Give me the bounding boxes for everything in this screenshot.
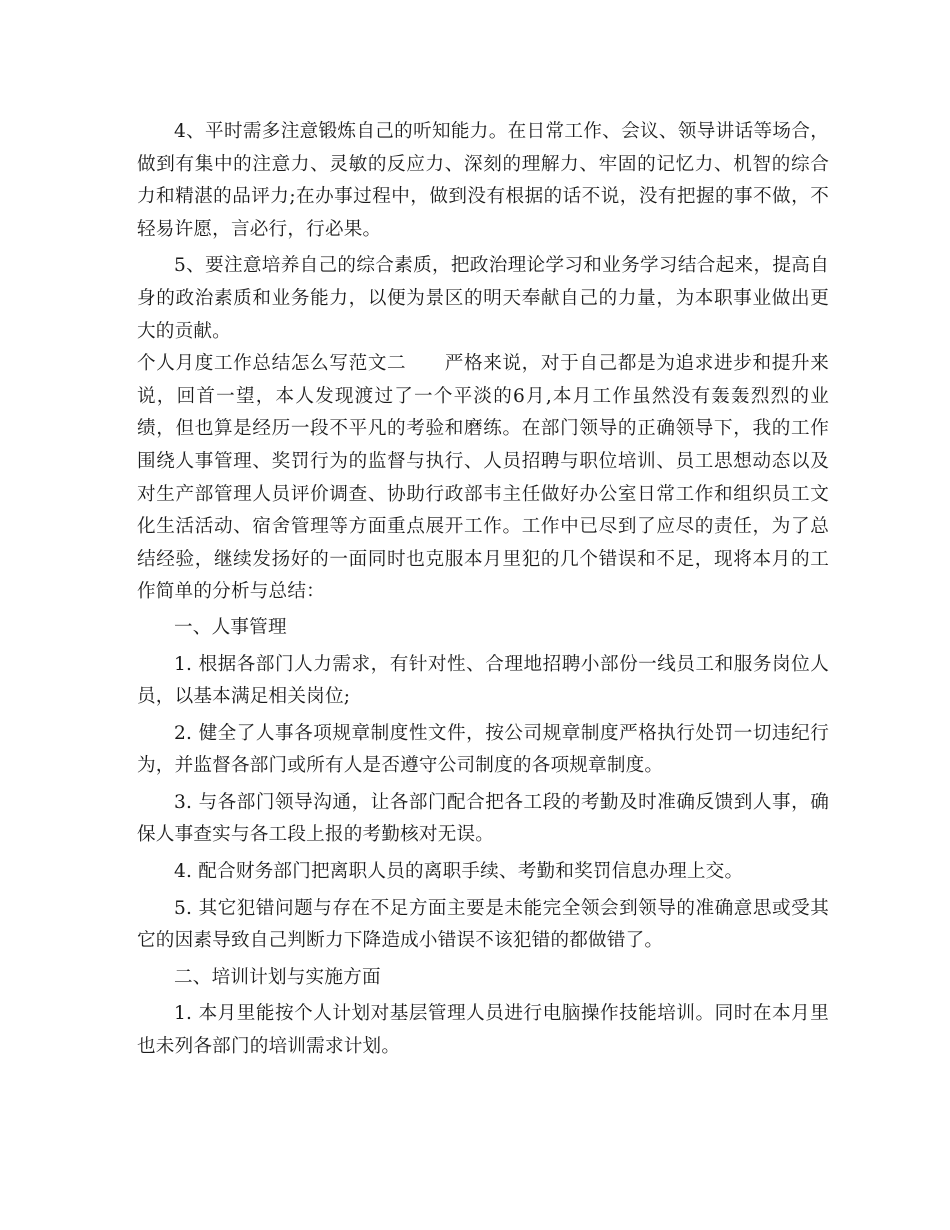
paragraph-personnel-2: 2. 健全了人事各项规章制度性文件，按公司规章制度严格执行处罚一切违纪行为，并监督各部门或所有人是否遵守公司制度的各项规章制度。	[137, 722, 829, 777]
document-body	[137, 116, 829, 1064]
subheading-personnel: 一、人事管理	[174, 616, 287, 638]
paragraph-item-4: 4、平时需多注意锻炼自己的听知能力。在日常工作、会议、领导讲话等场合，做到有集中的注意力、灵敏的反应力、深刻的理解力、牢固的记忆力、机智的综合力和精湛的品评力;在办事过程中，做到没有根据的话不说，没有把握的事不做，不轻易许愿，言必行，行必果。	[137, 121, 829, 240]
paragraph-personnel-5: 5. 其它犯错问题与存在不足方面主要是未能完全领会到领导的准确意思或受其它的因素导致自己判断力下降造成小错误不该犯错的都做错了。	[137, 897, 829, 952]
section-title: 个人月度工作总结怎么写范文二	[137, 353, 407, 375]
paragraph-training-1: 1. 本月里能按个人计划对基层管理人员进行电脑操作技能培训。同时在本月里也未列各部门的培训需求计划。	[137, 1003, 829, 1058]
subheading-training: 二、培训计划与实施方面	[174, 966, 381, 988]
paragraph-personnel-4: 4. 配合财务部门把离职人员的离职手续、考勤和奖罚信息办理上交。	[174, 861, 744, 883]
section-intro-text: 严格来说，对于自己都是为追求进步和提升来说，回首一望，本人发现渡过了一个平淡的6月,本月工作虽然没有轰轰烈烈的业绩，但也算是经历一段不平凡的考验和磨练。在部门领导的正确领导下，我的工作围绕人事管理、奖罚行为的监督与执行、人员招聘与职位培训、员工思想动态以及对生产部管理人员评价调查、协助行政部韦主任做好办公室日常工作和组织员工文化生活活动、宿舍管理等方面重点展开工作。工作中已尽到了应尽的责任，为了总结经验，继续发扬好的一面同时也克服本月里犯的几个错误和不足，现将本月的工作简单的分析与总结：	[137, 353, 829, 603]
paragraph-item-5: 5、要注意培养自己的综合素质，把政治理论学习和业务学习结合起来，提高自身的政治素质和业务能力，以便为景区的明天奉献自己的力量，为本职事业做出更大的贡献。	[137, 255, 829, 342]
paragraph-personnel-1: 1. 根据各部门人力需求，有针对性、合理地招聘小部份一线员工和服务岗位人员，以基本满足相关岗位;	[137, 653, 829, 708]
paragraph-personnel-3: 3. 与各部门领导沟通，让各部门配合把各工段的考勤及时准确反馈到人事，确保人事查实与各工段上报的考勤核对无误。	[137, 791, 829, 846]
paragraph-section-intro	[137, 348, 829, 609]
